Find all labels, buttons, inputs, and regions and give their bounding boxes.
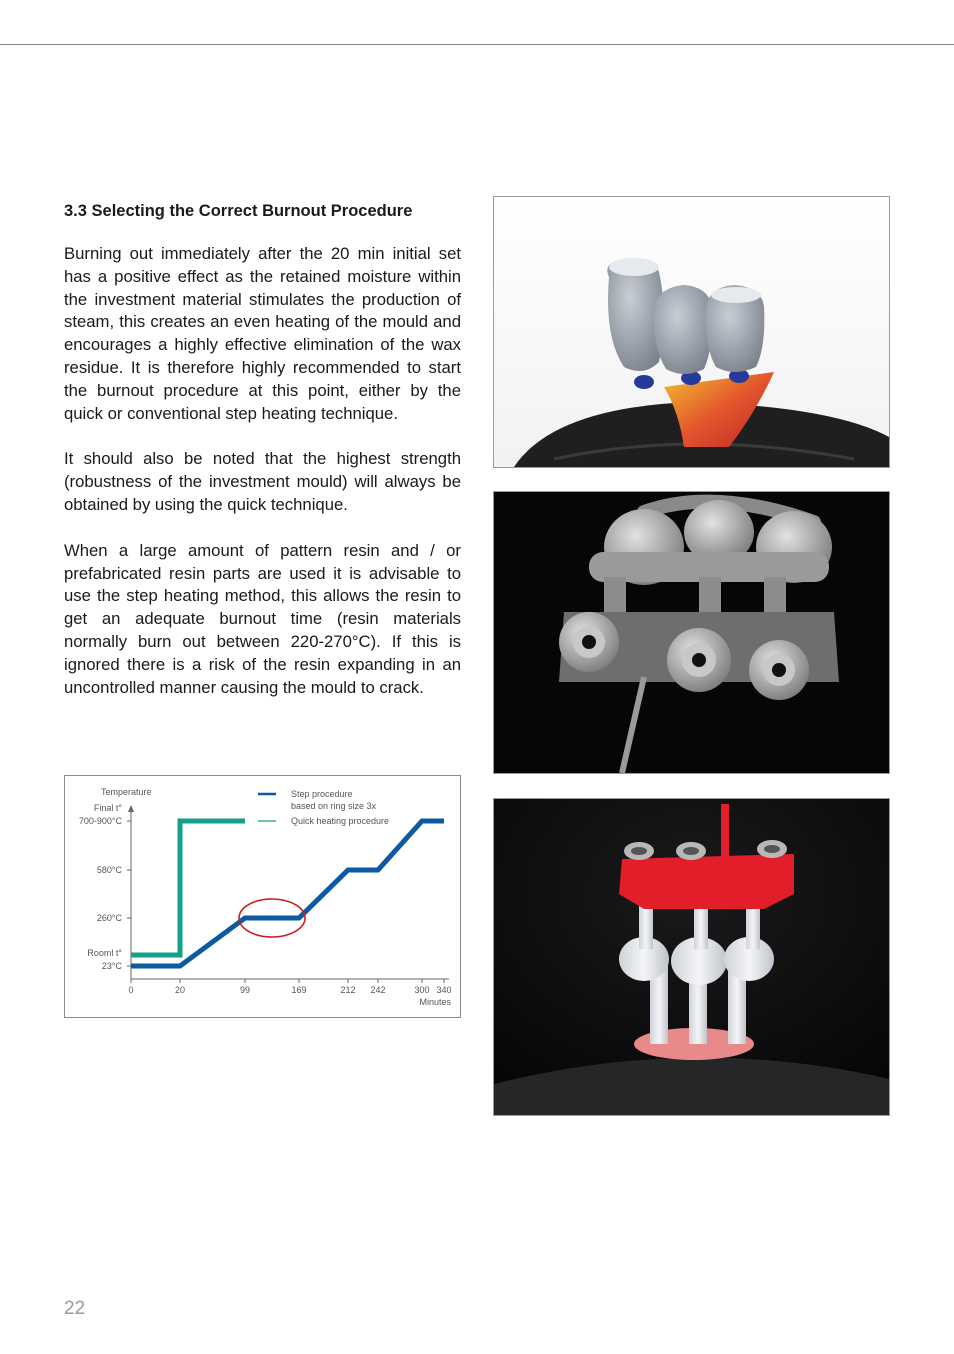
legend-label: Step procedure <box>291 789 353 799</box>
paragraph-1: Burning out immediately after the 20 min initial set has a positive effect as the retained moisture within the investment material stimulates the production of steam, this creates an even heating of the mould and encourages a highly effective elimination of the wax residue. It is therefore highly recommended to start the burnout procedure at this point, either by the quick or conventional step heating technique. <box>64 244 461 423</box>
y-tick-label: Rooml t° <box>87 948 122 958</box>
y-axis-title: Temperature <box>101 787 152 797</box>
y-axis-arrow <box>128 805 134 812</box>
series-line-quick <box>131 821 245 955</box>
x-axis-title: Minutes <box>419 997 451 1007</box>
x-tick-label: 212 <box>340 985 356 995</box>
page-number: 22 <box>64 1298 86 1319</box>
photo-metal-casting <box>493 491 890 774</box>
photo-resin-pattern <box>493 798 890 1116</box>
x-tick-label: 300 <box>414 985 430 995</box>
paragraph-3: When a large amount of pattern resin and / or prefabricated resin parts are used it is advisable to use the step heating method, this allows the resin to get an adequate burnout time (resin materials normally burn out between 220-270°C). If this is ignored there is a risk of the resin expanding in an uncontrolled manner causing the mould to crack. <box>64 540 461 697</box>
y-tick-label: 260°C <box>96 913 122 923</box>
x-tick-label: 99 <box>239 985 251 995</box>
photo-wax-bridge <box>493 196 890 468</box>
y-tick-label-2: 700-900°C <box>78 816 122 826</box>
legend-label-2: based on ring size 3x <box>291 801 377 811</box>
legend-label: Quick heating procedure <box>291 816 390 826</box>
section-heading: 3.3 Selecting the Correct Burnout Procedure <box>64 202 413 220</box>
y-tick-label: Final t° <box>93 803 122 813</box>
x-tick-label: 169 <box>291 985 307 995</box>
burnout-chart-svg <box>65 776 460 1017</box>
y-tick-label: 580°C <box>96 865 122 875</box>
x-tick-label: 242 <box>370 985 386 995</box>
top-rule <box>0 44 954 45</box>
x-tick-label: 20 <box>174 985 186 995</box>
burnout-chart <box>64 775 461 1018</box>
paragraph-2: It should also be noted that the highest strength (robustness of the investment mould) will always be obtained by using the quick technique. <box>64 449 461 514</box>
x-tick-label: 340 <box>436 985 452 995</box>
y-tick-label-2: 23°C <box>101 961 122 971</box>
text-column <box>64 200 461 722</box>
x-tick-label: 0 <box>128 985 134 995</box>
